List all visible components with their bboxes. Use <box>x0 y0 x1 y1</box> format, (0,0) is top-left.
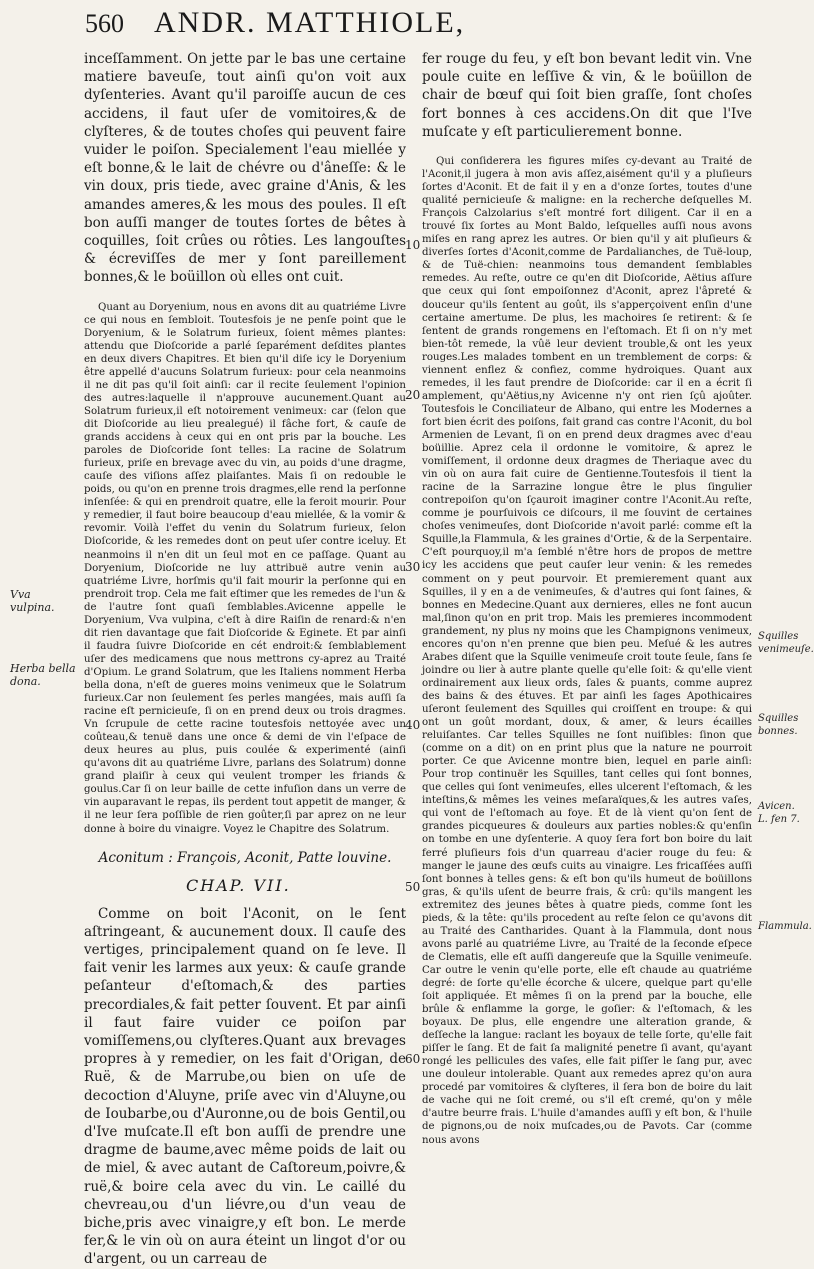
page-number: 560 <box>85 9 124 38</box>
margin-note-herba-bella-dona: Herba bella dona. <box>10 662 76 688</box>
left-paragraph-2: Quant au Doryenium, nous en avons dit au quatriéme Livre ce qui nous en ſembloit. Toutesfois je ne penſe point que le Doryenium, & le Solatrum furieux, ſoient mêmes plantes: attendu que Dioſcoride a parlé ſeparément deſdites plantes en deux divers Chapitres. Et bien qu'il diſe icy le Doryenium être appellé d'aucuns Solatrum furieux: pour cela neanmoins il ne dit pas qu'il ſoit ainſi: car il recite ſeulement l'opinion des autres:laquelle il n'approuve aucunement.Quant au Solatrum furieux,il eſt notoirement venimeux: car (ſelon que dit Dioſcoride au lieu prealegué) il fâche fort, & cauſe de grands accidens à ceux qui en ont pris par la bouche. Les paroles de Dioſcoride ſont telles: La racine de Solatrum furieux, priſe en brevage avec du vin, au poids d'une dragme, cauſe des viſions aſſez plaiſantes. Mais ſi on redouble le poids, ou qu'on en prenne trois dragmes,elle rend la perſonne inſenſée: & qui en prendroit quatre, elle la feroit mourir. Pour y remedier, il faut boire beaucoup d'eau miellée, & la vomir & revomir. Voilà l'effet du venin du Solatrum furieux, ſelon Dioſcoride, & les remedes dont on peut uſer contre iceluy. Et neanmoins il n'en dit un ſeul mot en ce paſſage. Quant au Doryenium, Dioſcoride ne luy attribuë autre venin au quatriéme Livre, horſmis qu'il fait mourir la perſonne qui en prendroit trop. Cela me fait eſtimer que les remedes de l'un & de l'autre ſont quaſi ſemblables.Avicenne appelle le Doryenium, Vva vulpina, c'eſt à dire Raiſin de renard:& n'en dit rien davantage que fait Dioſcoride & Eginete. Et par ainſi il faudra ſuivre Dioſcoride en cét endroit:& ſemblablement uſer des medicamens que nous mettrons cy-aprez au Traité d'Opium. Le grand Solatrum, que les Italiens nomment Herba bella dona, n'eſt de gueres moins venimeux que le Solatrum furieux.Car non ſeulement ſes perles mangées, mais auſſi ſa racine eſt pernicieuſe, ſi on en prend deux ou trois dragmes. Vn ſcrupule de cette racine toutesfois nettoyée avec un coûteau,& tenuë dans une once & demi de vin l'eſpace de deux heures au plus, puis coulée & experimenté (ainſi qu'avons dit au quatriéme Livre, parlans des Solatrum) donne grand plaiſir à ceux qui veulent tromper les friands & goulus.Car ſi on leur baille de cette infuſion dans un verre de vin auparavant le repas, ils perdent tout appetit de manger, & il ne leur ſera poſſible de rien goûter,ſi par aprez on ne leur donne à boire du vinaigre. Voyez le Chapitre des Solatrum. <box>84 301 406 835</box>
line-number-40: 40 <box>405 718 421 732</box>
left-paragraph-3: Comme on boit l'Aconit, on le ſent aſtringeant, & aucunement doux. Il cauſe des vertiges, principalement quand on ſe leve. Il fait venir les larmes aux yeux: & cauſe grande peſanteur d'eſtomach,& des parties precordiales,& fait petter ſouvent. Et par ainſi il faut faire vuider ce poiſon par vomiſſemens,ou clyſteres.Quant aux brevages propres à y remedier, on les fait d'Origan, de Ruë, & de Marrube,ou bien on uſe de decoction d'Aluyne, priſe avec vin d'Aluyne,ou de Ioubarbe,ou d'Auronne,ou de bois Gentil,ou d'Ive muſcate.Il eſt bon auſſi de prendre une dragme de baume,avec même poids de lait ou de miel, & avec autant de Caſtoreum,poivre,& ruë,& boire cela avec du vin. Le caillé du chevreau,ou d'un liévre,ou d'un veau de biche,pris avec vinaigre,y eſt bon. Le merde fer,& le vin où on aura éteint un lingot d'or ou d'argent, ou un carreau de <box>84 905 406 1268</box>
left-paragraph-1: inceſſamment. On jette par le bas une certaine matiere baveuſe, tout ainſi qu'on voit aux dyſenteries. Avant qu'il paroiſſe aucun de ces accidens, il faut uſer de vomitoires,& de clyſteres, & de toutes choſes qui peuvent faire vuider le poiſon. Specialement l'eau miellée y eſt bonne,& le lait de chévre ou d'âneſſe: & le vin doux, pris tiede, avec graine d'Anis, & les amandes ameres,& les mous des poules. Il eſt bon auſſi manger de toutes ſortes de bêtes à coquilles, ſoit crûes ou rôties. Les langouſtes & écreviſſes de mer y ſont pareillement bonnes,& le boüillon où elles ont cuit. <box>84 51 406 286</box>
aconitum-synonyms: Aconitum : François, Aconit, Patte louvine. <box>98 849 392 866</box>
line-number-10: 10 <box>405 238 421 252</box>
line-number-20: 20 <box>405 388 421 402</box>
line-number-50: 50 <box>405 880 421 894</box>
margin-note-uva-vulpina: Vva vulpina. <box>10 588 55 614</box>
line-number-60: 60 <box>405 1052 421 1066</box>
right-paragraph-1: fer rouge du feu, y eſt bon bevant ledit vin. Vne poule cuite en leſſive & vin, & le boüillon de chair de bœuf qui ſoit bien graſſe, ſont choſes fort bonnes à ces accidens.On dit que l'Ive muſcate y eſt particulierement bonne. <box>422 51 752 140</box>
margin-note-squilles-venimeuses: Squilles venimeuſe. <box>758 631 814 655</box>
margin-note-squilles-bonnes: Squilles bonnes. <box>758 713 799 737</box>
margin-note-avicen: Avicen. L. fen 7. <box>758 801 800 825</box>
right-paragraph-2: Qui conſiderera les figures miſes cy-devant au Traité de l'Aconit,il jugera à mon avis aſſez,aisément qu'il y a pluſieurs ſortes d'Aconit. Et de fait il y en a d'onze ſortes, toutes d'une qualité pernicieuſe & maligne: en la recherche deſquelles M. François Calzolarius s'eſt montré fort diligent. Car il en a trouvé ſix ſortes au Mont Baldo, leſquelles auſſi nous avons miſes en rang aprez les autres. Or bien qu'il y ait pluſieurs & diverſes ſortes d'Aconit,comme de Pardalianches, de Tuë-loup, & de Tuë-chien: neanmoins tous demandent ſemblables remedes. Au reſte, outre ce qu'en dit Dioſcoride, Aëtius aſſure que ceux qui ſont empoiſonnez d'Aconit, aprez l'âpreté & douceur qu'ils ſentent au goût, ils s'apperçoivent enſin d'une certaine amertume. De plus, les machoires ſe retirent: & ſe ſentent de grands rongemens en l'eſtomach. Et ſi on n'y met bien-tôt remede, la vûë leur devient trouble,& ont les yeux rouges.Les malades tombent en un tremblement de corps: & viennent enflez & confiez, comme hydroiques. Quant aux remedes, il les faut prendre de Dioſcoride: car il en a écrit ſi amplement, qu'Aëtius,ny Avicenne n'y ont rien ſçû ajoûter. Toutesfois le Conciliateur de Albano, qui entre les Modernes a fort bien écrit des poiſons, fait grand cas contre l'Aconit, du bol Armenien de Levant, ſi on en prend deux dragmes avec d'eau boüillie. Aprez cela il ordonne le vomitoire, & aprez le vomiſſement, il ordonne deux dragmes de Theriaque avec du vin où on aura fait cuire de Gentienne.Toutesfois il tient la racine de la Sarrazine longue être le plus ſingulier contrepoiſon qu'on ſçauroit imaginer contre l'Aconit.Au reſte, comme je pourſuivois ce diſcours, il me ſouvint de certaines choſes venimeuſes, dont Dioſcoride n'avoit parlé: comme eſt la Squille,la Flammula, & les graines d'Ortie, & de la Serpentaire. C'eſt pourquoy,il m'a ſemblé n'être hors de propos de mettre icy les accidens que peut cauſer leur venin: & les remedes comment on y peut pourvoir. Et premierement quant aux Squilles, il y en a de venimeuſes, & d'autres qui ſont ſaines, & bonnes en Medecine.Quant aux dernieres, elles ne font aucun mal,ſinon qu'on en prit trop. Mais les premieres incommodent grandement, ny plus ny moins que les Champignons venimeux, encores qu'on n'en prenne que bien peu. Meſué & les autres Arabes diſent que la Squille venimeuſe croit toute ſeule, ſans ſe joindre ou lier à autre plante quelle qu'elle ſoit: & qu'elle vient ordinairement aux lieux ords, ſales & puants, comme auprez des bains & des étuves. Et par ainſi les ſages Apothicaires uſeront ſeulement des Squilles qui croiſſent en troupe: & qui ont un goût mordant, doux, & amer, & leurs écailles reluiſantes. Car telles Squilles ne ſont nuiſibles: ſinon que (comme on a dit) on en print plus que la nature ne pourroit porter. Ce que Avicenne montre bien, lequel en parle ainſi: Pour trop continuër les Squilles, tant celles qui ſont bonnes, que celles qui ſont venimeuſes, elles ulcerent l'eſtomach, & les inteſtins,& mêmes les veines meſaraïques,& les autres vaſes, qui vont de l'eſtomach au foye. Et de là vient qu'on ſent de grandes picqueures & douleurs aux parties nobles:& qu'enſin on tombe en une dyſenterie. A quoy ſera fort bon boire du lait ferré pluſieurs fois d'un quarreau d'acier rouge du feu: & manger le jaune des œufs cuits au vinaigre. Les fricaſſées auſſi ſont bonnes à telles gens: & eſt bon qu'ils humeut de boüillons gras, & qu'ils uſent de beurre frais, & crû: qu'ils mangent les extremitez des jeunes bêtes à quatre pieds, comme ſont les pieds, & la tête: qu'ils procedent au reſte ſelon ce qu'avons dit au Traité des Cantharides. Quant à la Flammula, dont nous avons parlé au quatriéme Livre, au Traité de la ſeconde eſpece de Clematis, elle eſt auſſi dangereuſe que la Squille venimeuſe. Car outre le venin qu'elle porte, elle eſt chaude au quatriéme degré: de ſorte qu'elle écorche & ulcere, quelque part qu'elle ſoit appliquée. Et mêmes ſi on la prend par la bouche, elle brûle & enflamme la gorge, le goſier: & l'eſtomach, & les boyaux. De plus, elle engendre une alteration grande, & deſſeche la langue: raclant les boyaux de telle ſorte, qu'elle fait piſſer le ſang. Et de fait ſa malignité penetre ſi avant, qu'ayant rongé les pellicules des vaſes, elle fait piſſer le ſang pur, avec une douleur intolerable. Quant aux remedes aprez qu'on aura procedé par vomitoires & clyſteres, il ſera bon de boire du lait de vache qui ne ſoit cremé, ou s'il eſt cremé, qu'on y mêle d'autre beurre frais. L'huile d'amandes auſſi y eſt bon, & l'huile de pignons,ou de noix muſcades,ou de Pavots. Car (comme nous avons <box>422 156 752 1146</box>
right-column <box>422 50 752 1230</box>
page-header <box>85 6 715 46</box>
line-number-30: 30 <box>405 560 421 574</box>
left-column <box>84 50 406 1268</box>
chapter-heading: CHAP. VII. <box>186 875 291 895</box>
margin-note-flammula: Flammula. <box>758 921 812 932</box>
running-title: ANDR. MATTHIOLE, <box>154 6 466 39</box>
